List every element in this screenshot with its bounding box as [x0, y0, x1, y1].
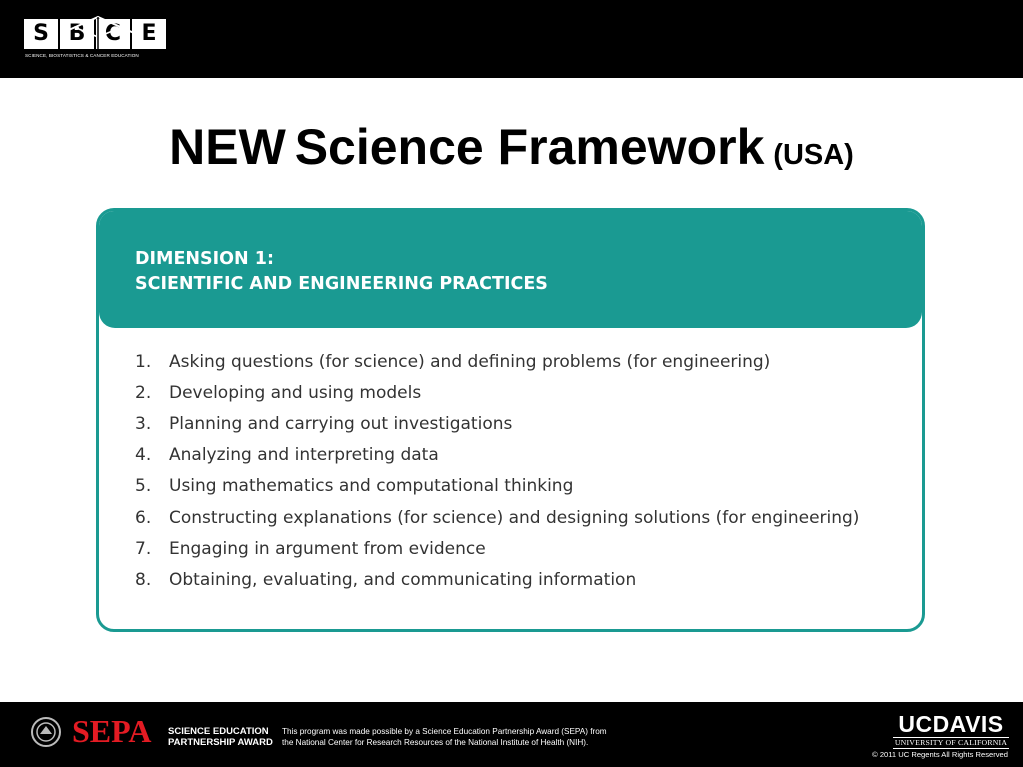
funding-disclaimer [282, 726, 607, 748]
list-item [135, 471, 859, 502]
header-bar [0, 0, 1023, 78]
sepa-subtitle-line1: SCIENCE EDUCATION [168, 726, 269, 737]
footer-bar [0, 702, 1023, 767]
ucdavis-name: UCDAVIS [898, 711, 1004, 737]
title-small: (USA) [773, 139, 854, 171]
practice-number: 8. [135, 569, 152, 590]
logo-tagline: SCIENCE, BIOSTATISTICS & CANCER EDUCATION [25, 53, 139, 58]
practice-text: Obtaining, evaluating, and communicating information [169, 569, 637, 590]
disclaimer-line2: the National Center for Research Resources of the National Institute of Health (NIH). [282, 738, 589, 747]
practice-number: 1. [135, 351, 152, 372]
practice-text: Constructing explanations (for science) and designing solutions (for engineering) [169, 507, 860, 528]
list-item [135, 564, 859, 595]
sbce-logo [20, 15, 170, 67]
card-header [99, 211, 922, 328]
practice-text: Analyzing and interpreting data [169, 445, 439, 466]
nih-seal-icon [30, 716, 62, 748]
list-item [135, 408, 859, 439]
framework-card [96, 208, 925, 632]
card-heading [135, 247, 548, 297]
practice-number: 7. [135, 538, 152, 559]
page-title [0, 118, 1023, 176]
list-item [135, 533, 859, 564]
title-main: Science Framework [294, 119, 765, 175]
list-item [135, 440, 859, 471]
logo-letter-e: E [132, 19, 166, 49]
sepa-logo: SEPA [72, 713, 152, 749]
sepa-subtitle-line2: PARTNERSHIP AWARD [168, 737, 273, 748]
practice-number: 2. [135, 382, 152, 403]
list-item [135, 502, 859, 533]
title-bold: NEW [169, 119, 286, 175]
practice-number: 5. [135, 476, 152, 497]
practice-text: Asking questions (for science) and defining problems (for engineering) [169, 351, 771, 372]
practice-text: Using mathematics and computational thinking [169, 476, 574, 497]
card-heading-line1: DIMENSION 1: [135, 249, 274, 269]
practice-text: Planning and carrying out investigations [169, 413, 513, 434]
disclaimer-line1: This program was made possible by a Science Education Partnership Award (SEPA) from [282, 727, 607, 736]
logo-letter-b: B [60, 19, 94, 49]
logo-letter-c: C [96, 19, 130, 49]
practice-text: Engaging in argument from evidence [169, 538, 486, 559]
card-heading-line2: SCIENTIFIC AND ENGINEERING PRACTICES [135, 274, 548, 294]
practice-list [135, 346, 859, 596]
practice-number: 6. [135, 507, 152, 528]
practice-number: 4. [135, 445, 152, 466]
sepa-subtitle [168, 726, 273, 748]
ucdavis-logo [893, 712, 1009, 749]
logo-letters [24, 19, 168, 49]
practice-number: 3. [135, 413, 152, 434]
logo-letter-s: S [24, 19, 58, 49]
list-item [135, 377, 859, 408]
list-item [135, 346, 859, 377]
copyright-notice: © 2011 UC Regents All Rights Reserved [872, 750, 1008, 759]
ucdavis-subtitle: UNIVERSITY OF CALIFORNIA [894, 738, 1008, 747]
practice-text: Developing and using models [169, 382, 422, 403]
